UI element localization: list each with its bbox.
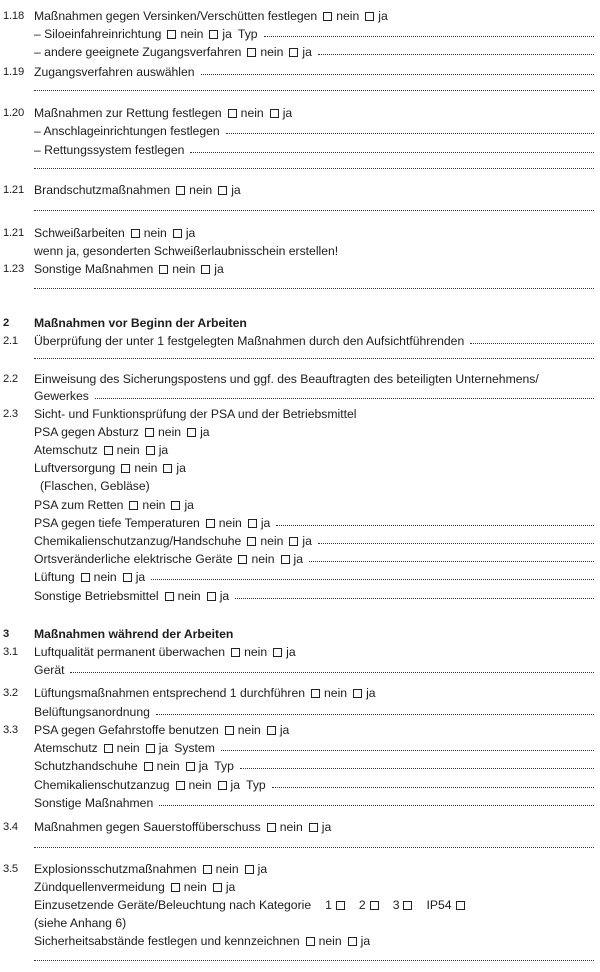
section-2-heading	[0, 314, 600, 332]
checkbox-ja[interactable]: ja	[146, 441, 169, 459]
sub-label: Sonstige Maßnahmen	[34, 796, 154, 810]
checkbox-ja[interactable]: ja	[173, 224, 196, 242]
checkbox-ja[interactable]: ja	[187, 423, 210, 441]
checkbox-ja[interactable]: ja	[248, 514, 271, 532]
blank-line[interactable]	[34, 358, 594, 359]
checkbox-nein[interactable]: nein	[121, 459, 157, 477]
row-schweiss-note	[0, 242, 600, 260]
checkbox-nein[interactable]: nein	[306, 932, 342, 950]
checkbox-ja[interactable]: ja	[209, 25, 232, 43]
sub-label: Belüftungsanordnung	[34, 705, 150, 719]
item-label: Sonstige Maßnahmen	[34, 262, 154, 276]
row-zuendquellen	[0, 878, 600, 896]
fill-line[interactable]	[190, 152, 594, 153]
item-label: Maßnahmen zur Rettung festlegen	[34, 106, 222, 120]
checkbox-nein[interactable]: nein	[238, 550, 274, 568]
checkbox-ja[interactable]: ja	[273, 643, 296, 661]
row-sonstige-massnahmen	[0, 794, 600, 812]
section-3-3	[0, 721, 600, 739]
section-3-1	[0, 643, 600, 661]
section-1-21-brandschutz	[0, 181, 600, 199]
check-item-label: Chemikalienschutzanzug/Handschuhe	[34, 534, 242, 548]
fill-line[interactable]	[272, 787, 594, 788]
row-atemschutz-system	[0, 739, 600, 757]
section-3-4	[0, 818, 600, 836]
typ-fill-line[interactable]	[264, 36, 594, 37]
item-number: 1.21	[3, 227, 24, 239]
section-2-1	[0, 332, 600, 350]
check-item-label: Sicherheitsabstände festlegen und kennzeichnen	[34, 934, 300, 948]
row-luftversorgung	[0, 459, 600, 477]
checkbox-kategorie-1[interactable]: 1	[325, 896, 345, 914]
check-item-label: Schutzhandschuhe	[34, 759, 138, 773]
checkbox-nein[interactable]: nein	[81, 568, 117, 586]
checkbox-ja[interactable]: ja	[353, 684, 376, 702]
row-luft-note	[0, 477, 600, 495]
item-number: 1.18	[3, 10, 24, 22]
checkbox-nein[interactable]: nein	[323, 7, 359, 25]
checkbox-nein[interactable]: nein	[159, 260, 195, 278]
note-text: (siehe Anhang 6)	[34, 916, 127, 930]
fill-line[interactable]	[95, 398, 594, 399]
sub-label: – Anschlageinrichtungen festlegen	[34, 124, 220, 138]
check-item-label: PSA gegen tiefe Temperaturen	[34, 516, 200, 530]
row-chemikalienschutzanzug	[0, 776, 600, 794]
checkbox-nein[interactable]: nein	[104, 441, 140, 459]
row-elektrische-geraete	[0, 550, 600, 568]
row-chemikalienschutz	[0, 532, 600, 550]
section-1-23	[0, 260, 600, 278]
checkbox-ja[interactable]: ja	[207, 587, 230, 605]
section-number: 3	[3, 628, 10, 640]
fill-line[interactable]	[240, 768, 594, 769]
check-item-label: Luftversorgung	[34, 461, 116, 475]
item-label-cont: Gewerkes	[34, 389, 89, 403]
blank-line[interactable]	[34, 960, 594, 961]
item-label: Lüftungsmaßnahmen entsprechend 1 durchführen	[34, 686, 306, 700]
section-title: Maßnahmen während der Arbeiten	[34, 627, 234, 641]
checkbox-nein[interactable]: nein	[167, 25, 203, 43]
check-item-label: PSA zum Retten	[34, 498, 124, 512]
typ-label: Typ	[246, 778, 266, 792]
item-label: Luftqualität permanent überwachen	[34, 645, 226, 659]
checkbox-nein[interactable]: nein	[176, 776, 212, 794]
section-2-3	[0, 405, 600, 423]
item-label: Sicht- und Funktionsprüfung der PSA und der Betriebsmittel	[34, 407, 357, 421]
row-geraet	[0, 661, 600, 679]
item-label: Brandschutzmaßnahmen	[34, 183, 171, 197]
sub-label: Gerät	[34, 663, 65, 677]
check-item-label: Atemschutz	[34, 741, 98, 755]
row-belueftungsanordnung	[0, 703, 600, 721]
checkbox-nein[interactable]: nein	[145, 423, 181, 441]
row-sicherheitsabstaende	[0, 932, 600, 950]
checkbox-nein[interactable]: nein	[131, 224, 167, 242]
checkbox-nein[interactable]: nein	[247, 43, 283, 61]
fill-line[interactable]	[156, 714, 594, 715]
fill-line[interactable]	[201, 74, 594, 75]
row-rettungssystem	[0, 141, 600, 159]
row-anhang	[0, 914, 600, 932]
item-number: 3.1	[3, 646, 18, 658]
typ-label: Typ	[237, 27, 258, 41]
row-psa-absturz	[0, 423, 600, 441]
checkbox-ja[interactable]: ja	[186, 757, 209, 775]
check-item-label: Einzusetzende Geräte/Beleuchtung nach Kategorie	[34, 898, 312, 912]
checkbox-nein[interactable]: nein	[144, 757, 180, 775]
sub-label: – Rettungssystem festlegen	[34, 143, 185, 157]
item-label: Explosionsschutzmaßnahmen	[34, 862, 197, 876]
row-sonstige-betriebsmittel	[0, 587, 600, 605]
checkbox-ip54[interactable]: IP54	[426, 896, 464, 914]
item-number: 3.4	[3, 821, 18, 833]
blank-line[interactable]	[34, 210, 594, 211]
item-number: 1.21	[3, 184, 24, 196]
typ-label: Typ	[214, 759, 234, 773]
system-label: System	[174, 741, 215, 755]
item-label: Maßnahmen gegen Versinken/Verschütten festlegen	[34, 9, 318, 23]
section-1-20	[0, 104, 600, 122]
checkbox-nein[interactable]: nein	[267, 818, 303, 836]
item-number: 2.1	[3, 335, 18, 347]
checkbox-nein[interactable]: nein	[225, 721, 261, 739]
checkbox-ja[interactable]: ja	[218, 181, 241, 199]
checkbox-nein[interactable]: nein	[165, 587, 201, 605]
item-label: Maßnahmen gegen Sauerstoffüberschuss	[34, 820, 261, 834]
fill-line[interactable]	[221, 750, 594, 751]
row-kategorie	[0, 896, 600, 914]
sub-label: – Siloeinfahreinrichtung	[34, 27, 162, 41]
item-number: 1.19	[3, 66, 24, 78]
blank-line[interactable]	[34, 168, 594, 169]
checkbox-nein[interactable]: nein	[171, 878, 207, 896]
checkbox-nein[interactable]: nein	[206, 514, 242, 532]
checkbox-ja[interactable]: ja	[309, 818, 332, 836]
row-psa-temperaturen	[0, 514, 600, 532]
row-lueftung	[0, 568, 600, 586]
section-1-18	[0, 7, 600, 25]
checkbox-ja[interactable]: ja	[213, 878, 236, 896]
fill-line[interactable]	[159, 805, 594, 806]
section-1-21-schweissarbeiten	[0, 224, 600, 242]
checkbox-nein[interactable]: nein	[311, 684, 347, 702]
fill-line[interactable]	[276, 525, 594, 526]
note-text: (Flaschen, Gebläse)	[40, 479, 150, 493]
row-schutzhandschuhe	[0, 757, 600, 775]
row-gewerkes	[0, 387, 600, 405]
checkbox-nein[interactable]: nein	[247, 532, 283, 550]
row-anschlageinrichtungen	[0, 122, 600, 140]
note-text: wenn ja, gesonderten Schweißerlaubnisschein erstellen!	[34, 244, 339, 258]
item-label: Überprüfung der unter 1 festgelegten Maßnahmen durch den Aufsichtführenden	[34, 334, 465, 348]
checkbox-nein[interactable]: nein	[104, 739, 140, 757]
check-item-label: PSA gegen Absturz	[34, 425, 140, 439]
section-3-heading	[0, 625, 600, 643]
checkbox-ja[interactable]: ja	[245, 860, 268, 878]
checkbox-nein[interactable]: nein	[231, 643, 267, 661]
section-number: 2	[3, 317, 10, 329]
check-item-label: Chemikalienschutzanzug	[34, 778, 170, 792]
fill-line[interactable]	[470, 343, 594, 344]
row-atemschutz	[0, 441, 600, 459]
checkbox-ja[interactable]: ja	[146, 739, 169, 757]
checkbox-ja[interactable]: ja	[267, 721, 290, 739]
fill-line[interactable]	[309, 561, 594, 562]
checkbox-ja[interactable]: ja	[201, 260, 224, 278]
fill-line[interactable]	[318, 54, 594, 55]
item-label: Zugangsverfahren auswählen	[34, 65, 195, 79]
item-number: 1.20	[3, 107, 24, 119]
checkbox-ja[interactable]: ja	[163, 459, 186, 477]
section-3-2	[0, 684, 600, 702]
check-item-label: Atemschutz	[34, 443, 98, 457]
fill-line[interactable]	[226, 133, 594, 134]
section-3-5	[0, 860, 600, 878]
checkbox-nein[interactable]: nein	[228, 104, 264, 122]
blank-line[interactable]	[34, 288, 594, 289]
item-number: 2.3	[3, 408, 18, 420]
blank-line[interactable]	[34, 90, 594, 91]
item-number: 2.2	[3, 373, 18, 385]
checkbox-ja[interactable]: ja	[270, 104, 293, 122]
checkbox-nein[interactable]: nein	[176, 181, 212, 199]
row-zugangsverfahren	[0, 43, 600, 61]
check-item-label: Ortsveränderliche elektrische Geräte	[34, 552, 233, 566]
item-number: 3.3	[3, 724, 18, 736]
check-item-label: Sonstige Betriebsmittel	[34, 589, 159, 603]
checkbox-ja[interactable]: ja	[123, 568, 146, 586]
checkbox-ja[interactable]: ja	[365, 7, 388, 25]
check-item-label: Zündquellenvermeidung	[34, 880, 165, 894]
item-number: 3.2	[3, 687, 18, 699]
fill-line[interactable]	[70, 672, 594, 673]
row-siloeinfahreinrichtung	[0, 25, 600, 43]
section-title: Maßnahmen vor Beginn der Arbeiten	[34, 316, 247, 330]
fill-line[interactable]	[318, 543, 594, 544]
section-1-19	[0, 63, 600, 81]
item-number: 3.5	[3, 863, 18, 875]
checkbox-nein[interactable]: nein	[203, 860, 239, 878]
checkbox-ja[interactable]: ja	[218, 776, 241, 794]
checkbox-ja[interactable]: ja	[171, 496, 194, 514]
item-label: Schweißarbeiten	[34, 226, 125, 240]
checkbox-ja[interactable]: ja	[281, 550, 304, 568]
checkbox-ja[interactable]: ja	[289, 43, 312, 61]
section-2-2	[0, 370, 600, 388]
item-label: PSA gegen Gefahrstoffe benutzen	[34, 723, 219, 737]
item-number: 1.23	[3, 263, 24, 275]
fill-line[interactable]	[235, 598, 594, 599]
check-item-label: Lüftung	[34, 570, 75, 584]
checkbox-nein[interactable]: nein	[129, 496, 165, 514]
sub-label: – andere geeignete Zugangsverfahren	[34, 45, 242, 59]
checkbox-kategorie-3[interactable]: 3	[393, 896, 413, 914]
item-label: Einweisung des Sicherungspostens und ggf. des Beauftragten des beteiligten Unternehmens/	[34, 372, 539, 386]
fill-line[interactable]	[151, 579, 594, 580]
checkbox-ja[interactable]: ja	[289, 532, 312, 550]
checkbox-ja[interactable]: ja	[348, 932, 371, 950]
row-psa-retten	[0, 496, 600, 514]
blank-line[interactable]	[34, 847, 594, 848]
checkbox-kategorie-2[interactable]: 2	[359, 896, 379, 914]
